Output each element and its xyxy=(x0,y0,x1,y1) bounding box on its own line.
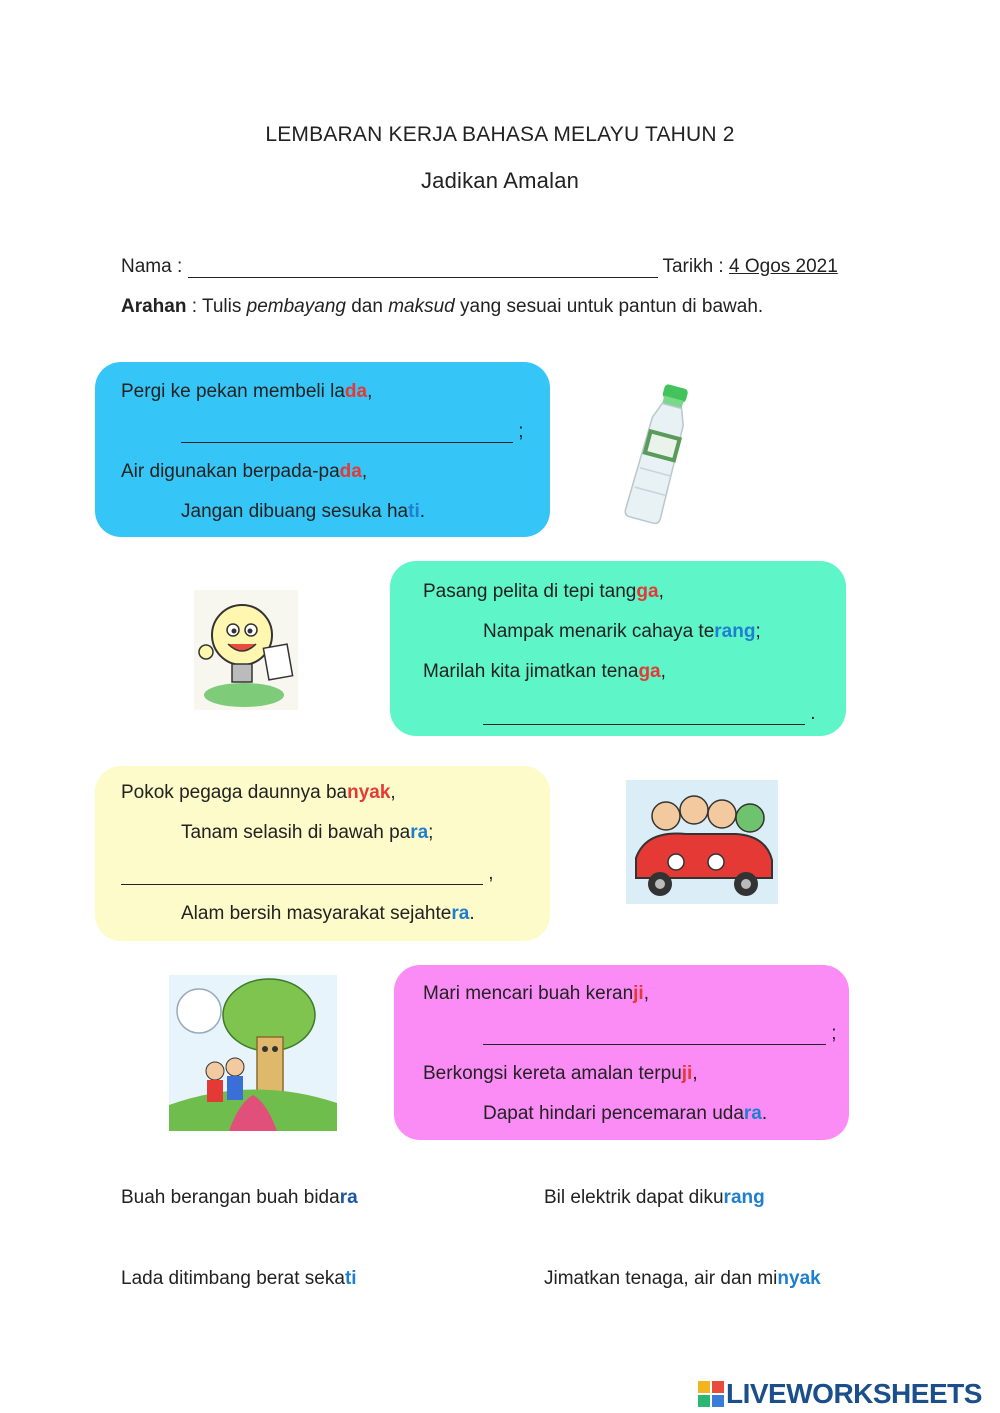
name-row xyxy=(121,256,838,278)
name-label: Nama : xyxy=(121,256,183,277)
instruction-text: : Tulis xyxy=(186,296,247,317)
logo-text: LIVEWORKSHEETS xyxy=(726,1378,982,1409)
car-image xyxy=(626,780,778,904)
instruction-emphasis: pembayang xyxy=(246,296,346,317)
pantun-1-line-2: ; xyxy=(181,421,524,443)
pantun-1-line-4: Jangan dibuang sesuka hati. xyxy=(181,501,426,522)
answer-blank-4[interactable] xyxy=(483,1026,826,1045)
answer-blank-2[interactable] xyxy=(483,706,805,725)
liveworksheets-logo[interactable] xyxy=(698,1378,982,1410)
date-label: Tarikh : xyxy=(662,256,724,277)
pantun-2-line-1: Pasang pelita di tepi tangga, xyxy=(423,581,664,602)
pantun-2-line-3: Marilah kita jimatkan tenaga, xyxy=(423,661,666,682)
answer-option-1[interactable]: Buah berangan buah bidara xyxy=(121,1187,358,1208)
instruction-text: dan xyxy=(345,296,389,317)
worksheet-title: LEMBARAN KERJA BAHASA MELAYU TAHUN 2 xyxy=(265,123,735,146)
instruction-text: yang sesuai untuk pantun di bawah. xyxy=(454,296,764,317)
date-value: 4 Ogos 2021 xyxy=(729,256,838,277)
answer-blank-1[interactable] xyxy=(181,424,513,443)
answer-option-3[interactable]: Lada ditimbang berat sekati xyxy=(121,1268,357,1289)
lightbulb-image xyxy=(194,590,298,710)
name-input[interactable] xyxy=(188,259,658,278)
pantun-3-line-3: , xyxy=(121,863,494,885)
instruction-label: Arahan xyxy=(121,296,187,317)
pantun-2-line-2: Nampak menarik cahaya terang; xyxy=(483,621,761,642)
pantun-4-line-3: Berkongsi kereta amalan terpuji, xyxy=(423,1063,698,1084)
instruction-emphasis: maksud xyxy=(388,296,455,317)
tree-image xyxy=(169,975,337,1131)
answer-blank-3[interactable] xyxy=(121,866,483,885)
pantun-4-line-1: Mari mencari buah keranji, xyxy=(423,983,649,1004)
logo-icon xyxy=(698,1381,724,1407)
pantun-3-line-2: Tanam selasih di bawah para; xyxy=(181,822,434,843)
pantun-3-line-4: Alam bersih masyarakat sejahtera. xyxy=(181,903,475,924)
pantun-4-line-4: Dapat hindari pencemaran udara. xyxy=(483,1103,768,1124)
pantun-3-line-1: Pokok pegaga daunnya banyak, xyxy=(121,782,396,803)
water-bottle-image xyxy=(603,380,713,528)
pantun-1-line-1: Pergi ke pekan membeli lada, xyxy=(121,381,373,402)
answer-option-4[interactable]: Jimatkan tenaga, air dan minyak xyxy=(544,1268,821,1289)
instruction xyxy=(121,296,763,318)
worksheet-subtitle: Jadikan Amalan xyxy=(420,168,580,193)
pantun-1-line-3: Air digunakan berpada-pada, xyxy=(121,461,368,482)
pantun-2-line-4: . xyxy=(483,703,816,725)
pantun-4-line-2: ; xyxy=(483,1023,837,1045)
answer-option-2[interactable]: Bil elektrik dapat dikurang xyxy=(544,1187,765,1208)
